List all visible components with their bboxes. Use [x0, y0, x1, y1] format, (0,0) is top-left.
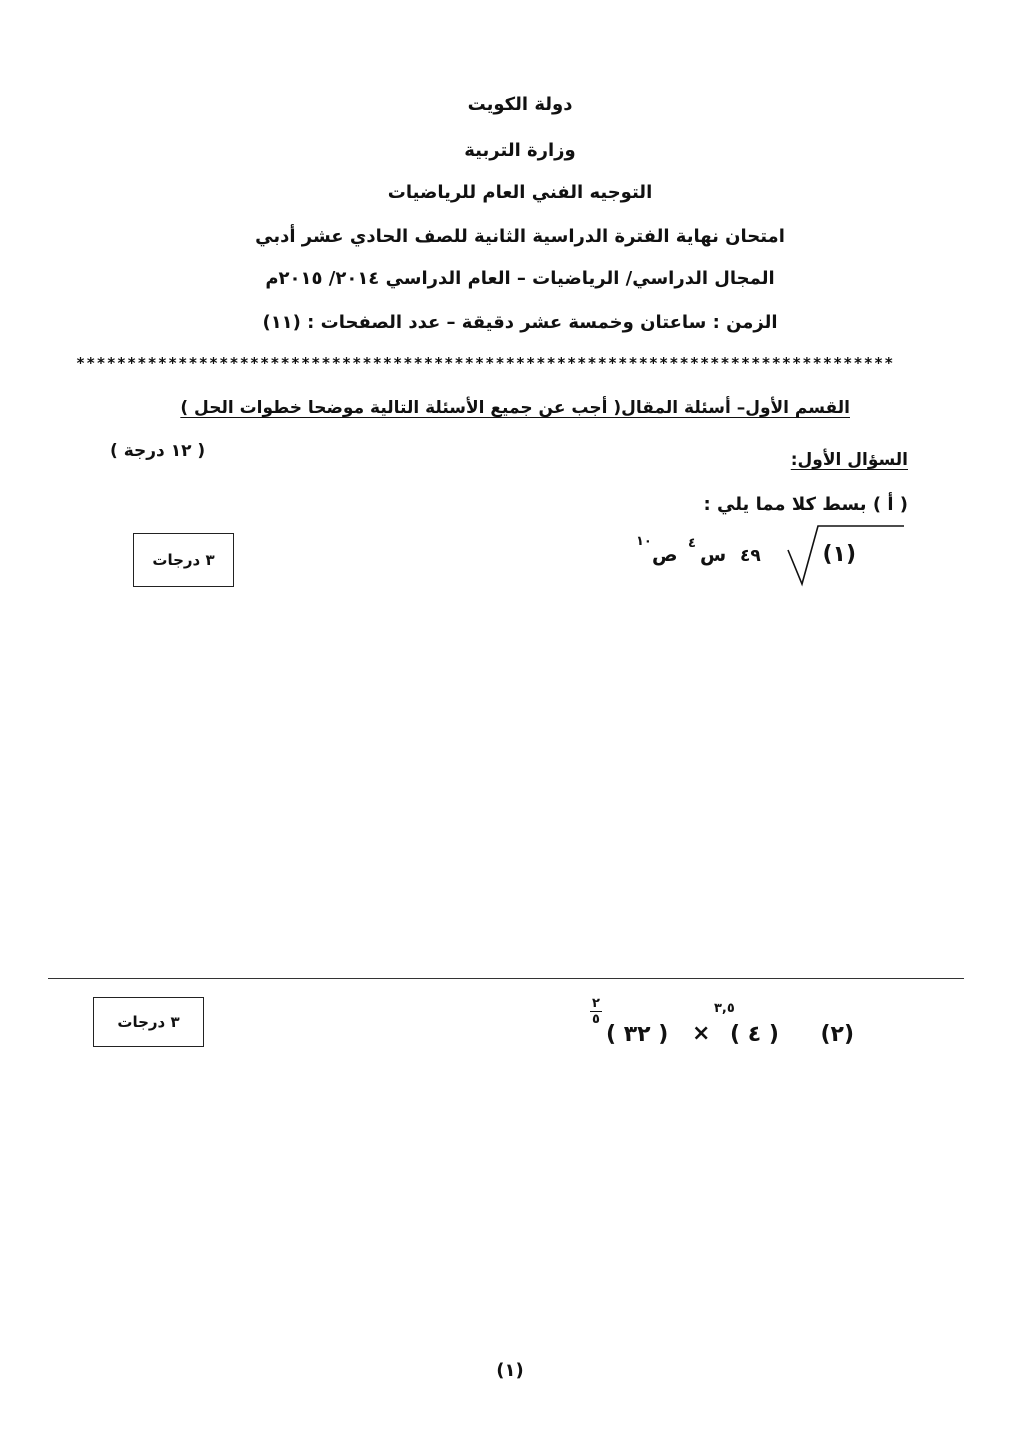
item1-variable-s2: ص — [652, 544, 678, 566]
header-department: التوجيه الفني العام للرياضيات — [387, 182, 653, 203]
page-number: (١) — [496, 1360, 524, 1381]
item2-expression — [560, 995, 860, 1065]
item2-base-4: ( ٤ ) — [730, 1022, 779, 1047]
fraction-numerator: ٢ — [592, 996, 600, 1011]
item2-number: (٢) — [820, 1022, 854, 1047]
fraction-denominator: ٥ — [592, 1012, 600, 1027]
time-pages: الزمن : ساعتان وخمسة عشر دقيقة – عدد الصفحات : (١١) — [262, 312, 778, 333]
item1-number: (١) — [822, 542, 856, 567]
question-label: السؤال الأول: — [790, 450, 908, 470]
item1-marks: ٣ درجات — [152, 551, 215, 569]
exam-title: امتحان نهاية الفترة الدراسية الثانية للصف الحادي عشر أدبي — [255, 226, 785, 247]
item2-marks: ٣ درجات — [117, 1013, 180, 1031]
part-a-instruction: ( أ ) بسط كلا مما يلي : — [703, 494, 908, 515]
item2-exponent-3-5: ٣,٥ — [714, 1001, 735, 1016]
subject-year: المجال الدراسي/ الرياضيات – العام الدراسي ٢٠١٤/ ٢٠١٥م — [265, 268, 775, 289]
item1-exponent-10: ١٠ — [636, 534, 652, 549]
item2-times-sign: × — [692, 1021, 711, 1046]
horizontal-rule — [48, 978, 964, 979]
header-country: دولة الكويت — [467, 94, 573, 115]
item1-variable-s: س — [700, 544, 727, 566]
item1-marks-box — [133, 533, 234, 587]
section-title: القسم الأول– أسئلة المقال( أجب عن جميع الأسئلة التالية موضحا خطوات الحل ) — [180, 398, 850, 418]
item1-expression — [612, 522, 908, 592]
item2-fraction-exponent — [588, 997, 604, 1026]
item1-coefficient: ٤٩ — [740, 546, 761, 566]
item2-base-32: ( ٣٢ ) — [606, 1022, 669, 1047]
item1-exponent-4: ٤ — [688, 536, 696, 551]
star-divider: ******************************************************************************** — [76, 354, 895, 372]
question-marks: ( ١٢ درجة ) — [110, 441, 206, 461]
item2-marks-box — [93, 997, 204, 1047]
header-ministry: وزارة التربية — [464, 140, 576, 161]
